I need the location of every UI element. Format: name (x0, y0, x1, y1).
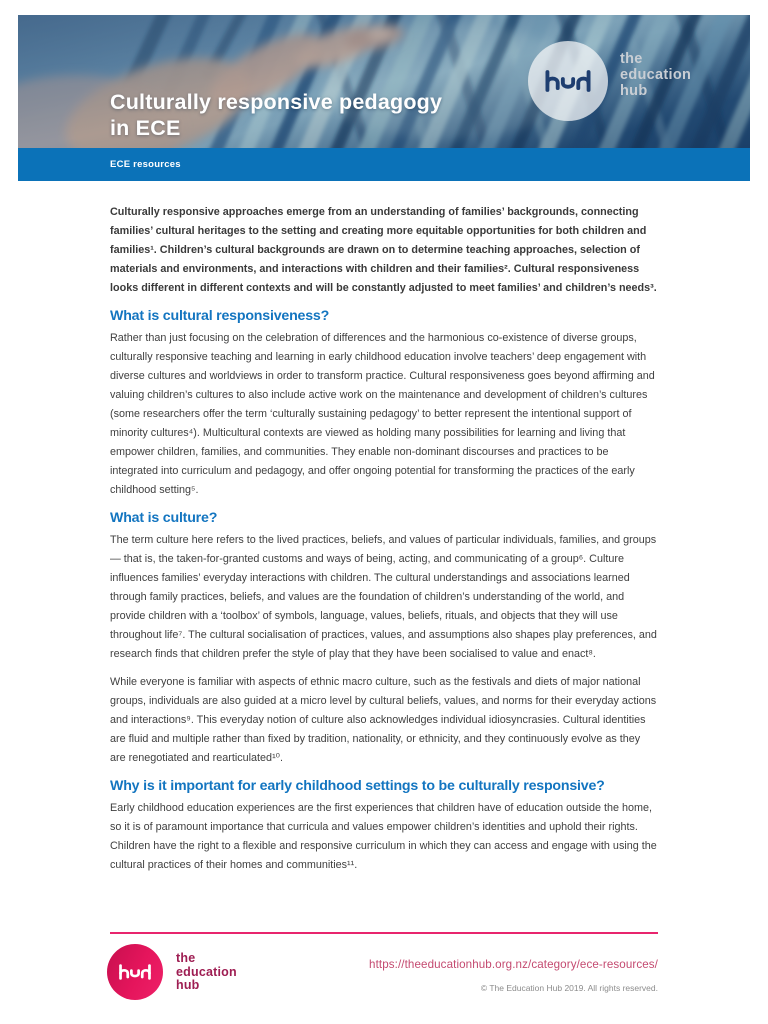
hero-banner (18, 15, 750, 148)
article-body (110, 203, 658, 884)
page-title (110, 89, 442, 141)
footer-links (238, 958, 658, 993)
category-bar (18, 148, 750, 181)
footer-hub-wordmark-line3: hub (176, 978, 200, 992)
page-title-line2: in ECE (110, 116, 181, 140)
hub-wordmark-line3: hub (620, 83, 648, 99)
hub-logo-disc (528, 41, 608, 121)
section-heading-responsiveness: What is cultural responsiveness? (110, 308, 330, 324)
hub-wordmark-line2: education (620, 67, 692, 83)
footer-hub-logo-icon (116, 958, 154, 986)
section-paragraph: The term culture here refers to the lived practices, beliefs, and values of particular individuals, families, and groups — that is, the taken-for-granted customs and ways of being, acting, and communicating of a group⁶. Culture influences families’ everyday interactions with children. The cultural understandings and associations learned through family practices, beliefs, and values are the foundation of children’s understanding of the world, and provide children with a ‘toolbox’ of symbols, language, values, beliefs, rituals, and objects that they will use throughout life⁷. The cultural socialisation of practices, values, and assumptions also shapes play preferences, and research finds that children prefer the style of play that they have been socialised to value and enact⁸. (110, 534, 657, 660)
hub-wordmark (620, 51, 691, 99)
education-hub-logo (528, 41, 748, 131)
copyright-notice: © The Education Hub 2019. All rights reserved. (480, 983, 658, 993)
section-heading-importance: Why is it important for early childhood settings to be culturally responsive? (110, 778, 605, 794)
footer-hub-wordmark (176, 952, 237, 993)
hub-wordmark-line1: the (620, 51, 643, 67)
resource-url-link[interactable]: https://theeducationhub.org.nz/category/ece-resources/ (369, 958, 658, 971)
intro-paragraph: Culturally responsive approaches emerge from an understanding of families’ backgrounds, connecting families’ cultural heritages to the setting and creating more equitable opportunities for both children and families¹. Children’s cultural backgrounds are drawn on to determine teaching approaches, selection of materials and environments, and interactions with children and their families². Cultural responsiveness looks different in different contexts and will be constantly adjusted to meet families’ and children’s needs³. (110, 206, 657, 294)
footer-hub-wordmark-line2: education (176, 964, 237, 979)
footer-hub-logo-disc (107, 944, 163, 1000)
section-paragraph: While everyone is familiar with aspects of ethnic macro culture, such as the festivals and diets of major national groups, individuals are also guided at a micro level by cultural beliefs, values, and norms for their everyday actions and interactions⁹. This everyday notion of culture also acknowledges individual idiosyncrasies. Cultural identities are fluid and multiple rather than fixed by tradition, nationality, or ethnicity, and they continuously evolve as they are renegotiated and rearticulated¹⁰. (110, 676, 657, 764)
page-title-line1: Culturally responsive pedagogy (110, 90, 443, 114)
hub-logo-icon (541, 61, 595, 101)
footer-hub-wordmark-line1: the (176, 951, 196, 965)
section-paragraph: Rather than just focusing on the celebration of differences and the harmonious co-existence of diverse groups, culturally responsive teaching and learning in early childhood education involve teachers’ deep engagement with diverse cultures and worldviews in order to transform practice. Cultural responsiveness goes beyond affirming and valuing children’s cultures to also include active work on the maintenance and development of children’s cultures (some researchers offer the term ‘culturally sustaining pedagogy’ to better represent the intentional support of minority cultures⁴). Multicultural contexts are viewed as holding many possibilities for learning and living that empower children, families, and communities. They enable non-dominant discourses and practices to be integrated into curriculum and pedagogy, and offer ongoing potential for transforming the practices of the early childhood setting⁵. (110, 332, 655, 496)
footer-divider (110, 932, 658, 934)
category-label: ECE resources (110, 159, 181, 170)
section-paragraph: Early childhood education experiences are the first experiences that children have of education outside the home, so it is of paramount importance that curricula and values empower children’s identities and uphold their rights. Children have the right to a flexible and responsive curriculum in which they can access and engage with using the cultural practices of their homes and communities¹¹. (110, 802, 657, 871)
section-heading-culture: What is culture? (110, 510, 218, 526)
